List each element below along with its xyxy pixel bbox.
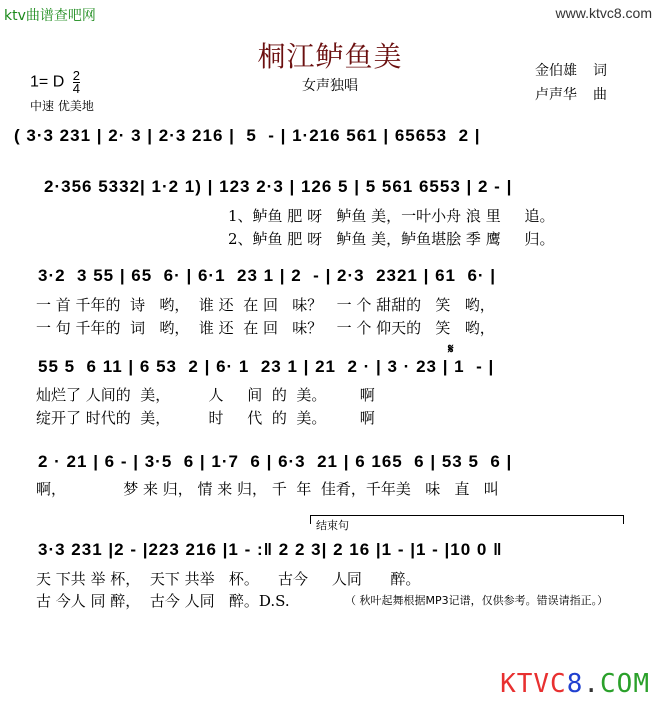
performance-type: 女声独唱 — [302, 78, 358, 94]
logo-part-com: COM — [600, 669, 650, 699]
ending-bracket — [310, 515, 624, 524]
segno-sign: 𝄋 — [448, 342, 454, 357]
time-signature — [73, 70, 80, 95]
watermark-logo — [500, 669, 650, 699]
lyricist-credit — [535, 60, 607, 80]
time-numerator: 2 — [72, 68, 80, 83]
notes-line-4: 55 5 6 11 | 6 53 2 | 6· 1 23 1 | 21 2 · | 3 · 23 | 1 - | — [38, 357, 495, 376]
ending-label: 结束句 — [316, 519, 349, 532]
key-label: 1= D — [30, 73, 65, 91]
composer-role: 曲 — [593, 87, 607, 103]
lyric-line-5-verse-1: 啊， 梦 来 归， 情 来 归， 千 年 佳肴，千年美 味 直 叫 — [36, 480, 499, 498]
site-url[interactable]: www.ktvc8.com — [555, 5, 652, 21]
transcription-note: （ 秋叶起舞根据MP3记谱，仅供参考。错误请指正。） — [345, 594, 609, 607]
notes-line-2: 2·356 5332| 1·2 1) | 123 2·3 | 126 5 | 5 561 6553 | 2 - | — [44, 177, 513, 196]
lyric-line-2-verse-2: 2、鲈鱼 肥 呀 鲈鱼 美，鲈鱼堪脍 季 鹰 归。 — [228, 230, 555, 248]
lyricist-role: 词 — [593, 63, 607, 79]
lyric-line-4-verse-1: 灿烂了 人间的 美， 人 间 的 美。 啊 — [36, 386, 375, 404]
lyric-line-2-verse-1: 1、鲈鱼 肥 呀 鲈鱼 美，一叶小舟 浪 里 追。 — [228, 207, 555, 225]
composer-credit — [535, 84, 607, 104]
logo-part-8: 8 — [566, 669, 584, 699]
notes-line-6: 3·3 231 |2 - |223 216 |1 - :‖ 2 2 3| 2 16 |1 - |1 - |10 0 ‖ — [38, 540, 503, 559]
score-line-2 — [0, 177, 660, 207]
notes-line-1: ( 3·3 231 | 2· 3 | 2·3 216 | 5 - | 1·216 561 | 65653 2 | — [14, 126, 481, 145]
notes-line-5: 2 · 21 | 6 - | 3·5 6 | 1·7 6 | 6·3 21 | 6 165 6 | 53 5 6 | — [38, 452, 513, 471]
logo-part-dot: . — [583, 669, 601, 699]
lyric-line-3-verse-1: 一 首 千年的 诗 哟， 谁 还 在 回 味？ 一 个 甜甜的 笑 哟， — [36, 296, 495, 314]
song-title: 桐江鲈鱼美 — [257, 40, 403, 73]
logo-part-ktvc: KTVC — [500, 669, 567, 699]
lyric-line-6-verse-1: 天 下共 举 杯， 天下 共举 杯。 古今 人同 醉。 — [36, 570, 421, 588]
score-line-1 — [0, 126, 660, 156]
score-line-4 — [0, 357, 660, 387]
lyric-line-3-verse-2: 一 句 千年的 词 哟， 谁 还 在 回 味？ 一 个 仰天的 笑 哟， — [36, 319, 495, 337]
tempo-marking: 中速 优美地 — [30, 99, 94, 113]
lyric-line-4-verse-2: 绽开了 时代的 美， 时 代 的 美。 啊 — [36, 409, 375, 427]
lyricist-name: 金伯雄 — [535, 63, 577, 79]
composer-name: 卢声华 — [535, 87, 577, 103]
notes-line-3: 3·2 3 55 | 65 6· | 6·1 23 1 | 2 - | 2·3 2321 | 61 6· | — [38, 266, 497, 285]
site-name[interactable]: ktv曲谱查吧网 — [4, 8, 96, 24]
time-denominator: 4 — [72, 81, 80, 96]
lyric-line-6-verse-2: 古 今人 同 醉， 古今 人同 醉。D.S. — [36, 592, 290, 610]
score-line-6 — [0, 540, 660, 570]
score-line-3 — [0, 266, 660, 296]
key-signature — [30, 70, 80, 95]
